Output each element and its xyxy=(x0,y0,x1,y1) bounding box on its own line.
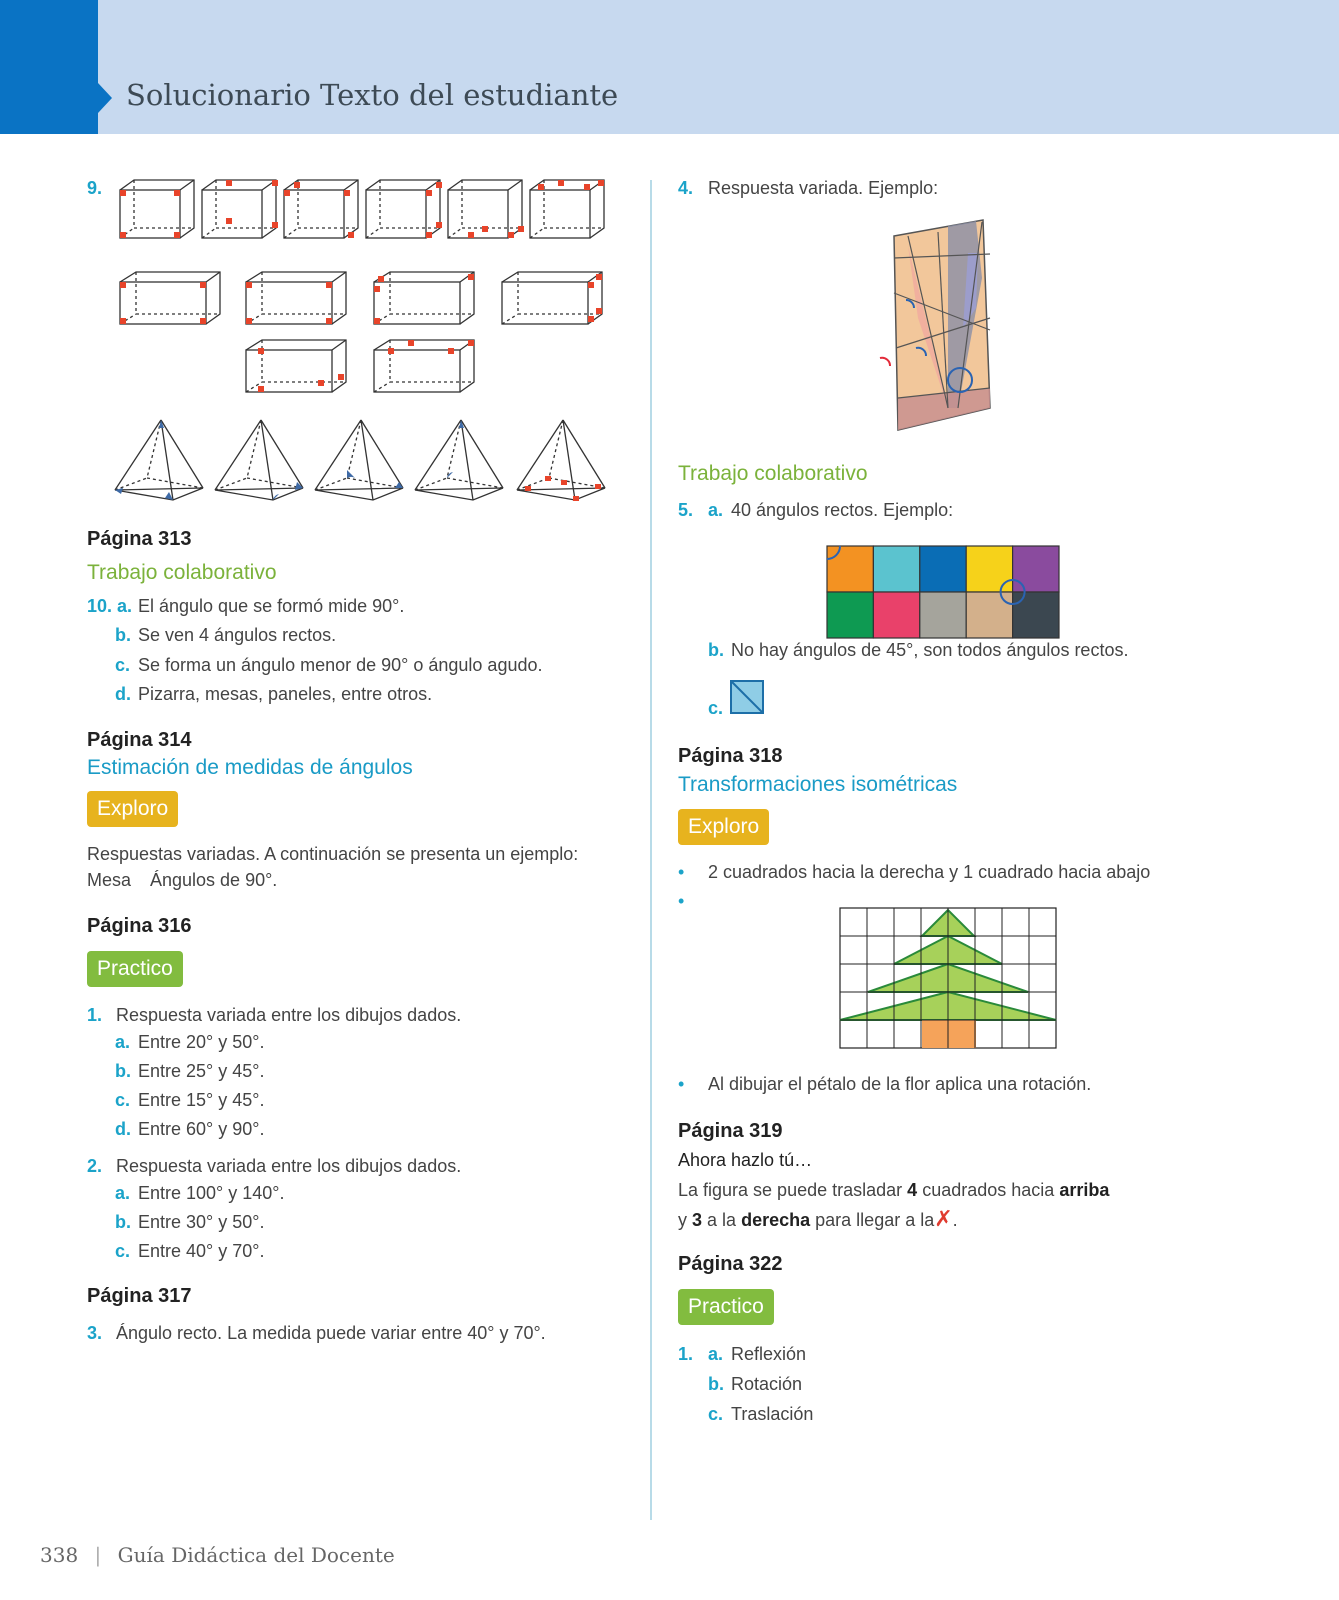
cross-mark-icon: ✗ xyxy=(934,1206,953,1231)
q5c-label: c. xyxy=(708,698,724,718)
color-grid-cell xyxy=(873,592,919,638)
p319-line-1: La figura se puede trasladar 4 cuadrados hacia arriba xyxy=(678,1180,1110,1200)
q3-text: Ángulo recto. La medida puede variar entre 40° y 70°. xyxy=(116,1323,546,1343)
q10c-text: Se forma un ángulo menor de 90° o ángulo agudo. xyxy=(138,655,543,675)
q5b-text: No hay ángulos de 45°, son todos ángulos rectos. xyxy=(731,640,1129,660)
practico-badge: Practico xyxy=(87,951,183,987)
bullet-2-icon: • xyxy=(678,891,685,911)
q2c-label: c. xyxy=(115,1241,131,1261)
q2b-label: b. xyxy=(115,1212,131,1232)
exploro-badge: Exploro xyxy=(87,791,178,827)
p322-q1c-text: Traslación xyxy=(731,1404,814,1424)
q1d-label: d. xyxy=(115,1119,131,1139)
q10a-label: 10. a. xyxy=(87,596,133,616)
bullet-3-icon: • xyxy=(678,1074,685,1094)
q2-label: 2. xyxy=(87,1156,103,1176)
q10d-label: d. xyxy=(115,684,131,704)
q4-label: 4. xyxy=(678,178,694,198)
q1c-text: Entre 15° y 45°. xyxy=(138,1090,265,1110)
color-grid-cell xyxy=(827,592,873,638)
page-316-heading: Página 316 xyxy=(87,915,192,937)
bullet-1-icon: • xyxy=(678,862,685,882)
diagonal-square-icon xyxy=(730,680,764,714)
q10b-text: Se ven 4 ángulos rectos. xyxy=(138,625,337,645)
page-314-heading: Página 314 xyxy=(87,729,192,751)
q10a-text: El ángulo que se formó mide 90°. xyxy=(138,596,405,616)
q1b-label: b. xyxy=(115,1061,131,1081)
trabajo-colaborativo-heading-right: Trabajo colaborativo xyxy=(678,462,868,485)
color-grid-cell xyxy=(1013,592,1059,638)
q1c-label: c. xyxy=(115,1090,131,1110)
q1d-text: Entre 60° y 90°. xyxy=(138,1119,265,1139)
page-319-heading: Página 319 xyxy=(678,1120,783,1142)
cubes-diagram xyxy=(118,178,618,428)
estimacion-heading: Estimación de medidas de ángulos xyxy=(87,756,413,779)
color-grid-cell xyxy=(966,546,1012,592)
q1a-label: a. xyxy=(115,1032,131,1052)
page-313-heading: Página 313 xyxy=(87,528,192,550)
q5b-label: b. xyxy=(708,640,724,660)
q1-text: Respuesta variada entre los dibujos dados. xyxy=(116,1005,462,1025)
q5-label: 5. xyxy=(678,500,694,520)
page-318-heading: Página 318 xyxy=(678,745,783,767)
pyramids-diagram xyxy=(115,418,615,504)
page-number: 338 xyxy=(40,1543,79,1567)
stained-glass-figure xyxy=(878,218,998,433)
page-317-heading: Página 317 xyxy=(87,1285,192,1307)
ahora-hazlo-tu: Ahora hazlo tú… xyxy=(678,1150,813,1170)
tree-grid-figure xyxy=(840,908,1060,1053)
q1-label: 1. xyxy=(87,1005,103,1025)
q1b-text: Entre 25° y 45°. xyxy=(138,1061,265,1081)
color-grid-cell xyxy=(920,592,966,638)
p318-bullet-3: Al dibujar el pétalo de la flor aplica una rotación. xyxy=(708,1074,1092,1094)
p318-bullet-1: 2 cuadrados hacia la derecha y 1 cuadrado hacia abajo xyxy=(708,862,1151,882)
page-322-heading: Página 322 xyxy=(678,1253,783,1275)
q2b-text: Entre 30° y 50°. xyxy=(138,1212,265,1232)
p314-line-2-b: Ángulos de 90°. xyxy=(150,870,278,890)
trabajo-colaborativo-heading: Trabajo colaborativo xyxy=(87,561,277,584)
color-grid-cell xyxy=(873,546,919,592)
page-footer xyxy=(40,1543,395,1567)
header-arrow-icon xyxy=(98,83,112,113)
color-grid-figure xyxy=(826,545,1062,639)
p322-q1-label: 1. xyxy=(678,1344,694,1364)
q10d-text: Pizarra, mesas, paneles, entre otros. xyxy=(138,684,433,704)
p322-q1c-label: c. xyxy=(708,1404,724,1424)
header-tab xyxy=(0,0,98,134)
p319-line-2: y 3 a la derecha para llegar a la✗. xyxy=(678,1206,958,1231)
page-title: Solucionario Texto del estudiante xyxy=(126,78,619,112)
column-divider xyxy=(650,180,652,1520)
transformaciones-heading: Transformaciones isométricas xyxy=(678,773,958,796)
q4-text: Respuesta variada. Ejemplo: xyxy=(708,178,939,198)
color-grid-cell xyxy=(920,546,966,592)
p314-line-2-a: Mesa xyxy=(87,870,132,890)
p322-q1b-label: b. xyxy=(708,1374,724,1394)
q2-text: Respuesta variada entre los dibujos dados. xyxy=(116,1156,462,1176)
color-grid-cell xyxy=(827,546,873,592)
q3-label: 3. xyxy=(87,1323,103,1343)
p322-q1b-text: Rotación xyxy=(731,1374,803,1394)
q10c-label: c. xyxy=(115,655,131,675)
p322-q1a-label: a. xyxy=(708,1344,724,1364)
q1a-text: Entre 20° y 50°. xyxy=(138,1032,265,1052)
page-header xyxy=(0,0,1339,134)
color-grid-cell xyxy=(966,592,1012,638)
q2a-label: a. xyxy=(115,1183,131,1203)
p314-line-1: Respuestas variadas. A continuación se presenta un ejemplo: xyxy=(87,844,579,864)
q2c-text: Entre 40° y 70°. xyxy=(138,1241,265,1261)
q5a-label: a. xyxy=(708,500,724,520)
p322-q1a-text: Reflexión xyxy=(731,1344,807,1364)
exploro-badge-right: Exploro xyxy=(678,809,769,845)
q2a-text: Entre 100° y 140°. xyxy=(138,1183,285,1203)
item-9-number: 9. xyxy=(87,178,103,198)
footer-separator: | xyxy=(94,1543,102,1567)
footer-title: Guía Didáctica del Docente xyxy=(117,1543,395,1567)
practico-badge-right: Practico xyxy=(678,1289,774,1325)
color-grid-cell xyxy=(1013,546,1059,592)
q5a-text: 40 ángulos rectos. Ejemplo: xyxy=(731,500,954,520)
q10b-label: b. xyxy=(115,625,131,645)
